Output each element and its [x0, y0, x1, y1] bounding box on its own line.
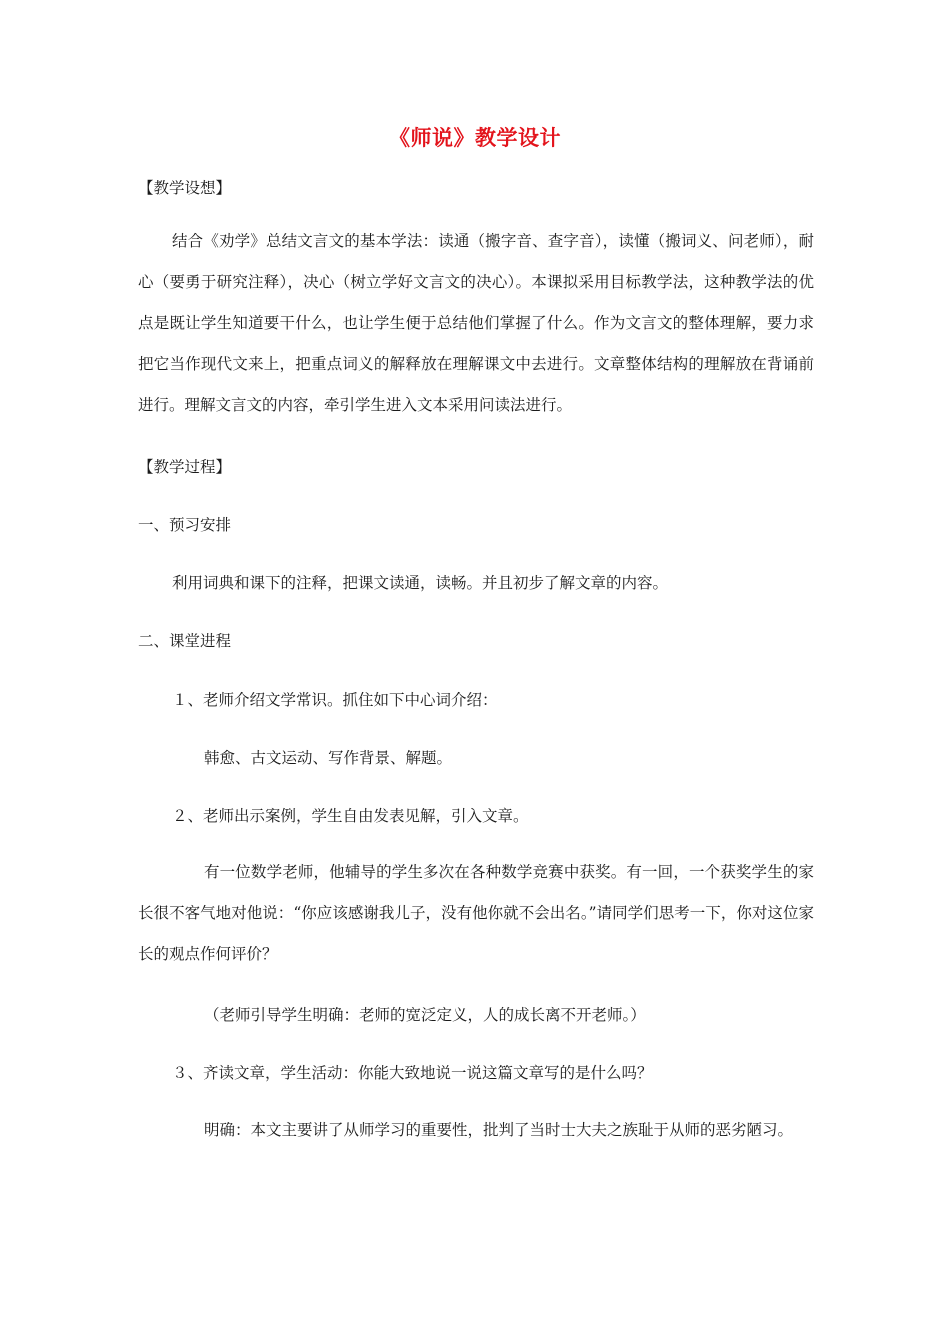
- list-item-1: １、老师介绍文学常识。抓住如下中心词介绍：: [172, 691, 498, 709]
- idea-paragraph: 结合《劝学》总结文言文的基本学法：读通（搬字音、查字音），读懂（搬词义、问老师），耐心（要勇于研究注释），决心（树立学好文言文的决心）。本课拟采用目标教学法，这种教学法的优点是既让学生知道要干什么，也让学生便于总结他们掌握了什么。作为文言文的整体理解，要力求把它当作现代文来上，把重点词义的解释放在理解课文中去进行。文章整体结构的理解放在背诵前进行。理解文言文的内容，牵引学生进入文本采用问读法进行。: [138, 232, 814, 414]
- case-note: （老师引导学生明确：老师的宽泛定义，人的成长离不开老师。）: [204, 1006, 646, 1024]
- list-item-1-detail: 韩愈、古文运动、写作背景、解题。: [204, 749, 453, 767]
- step-text-preview: 利用词典和课下的注释，把课文读通，读畅。并且初步了解文章的内容。: [172, 574, 669, 592]
- step-heading-preview: 一、预习安排: [138, 516, 232, 534]
- section-heading-process: 【教学过程】: [138, 458, 232, 476]
- list-item-2: ２、老师出示案例，学生自由发表见解，引入文章。: [172, 807, 529, 825]
- case-paragraph: 有一位数学老师，他辅导的学生多次在各种数学竞赛中获奖。有一回，一个获奖学生的家长很不客气地对他说：“你应该感谢我儿子，没有他你就不会出名。”请同学们思考一下，你对这位家长的观点作何评价？: [138, 863, 814, 963]
- answer-paragraph: 明确：本文主要讲了从师学习的重要性，批判了当时士大夫之族耻于从师的恶劣陋习。: [204, 1121, 794, 1139]
- document-title: 《师说》教学设计: [389, 126, 561, 150]
- step-heading-classroom: 二、课堂进程: [138, 632, 232, 650]
- section-heading-idea: 【教学设想】: [138, 179, 232, 197]
- list-item-3: ３、齐读文章，学生活动：你能大致地说一说这篇文章写的是什么吗？: [172, 1064, 653, 1082]
